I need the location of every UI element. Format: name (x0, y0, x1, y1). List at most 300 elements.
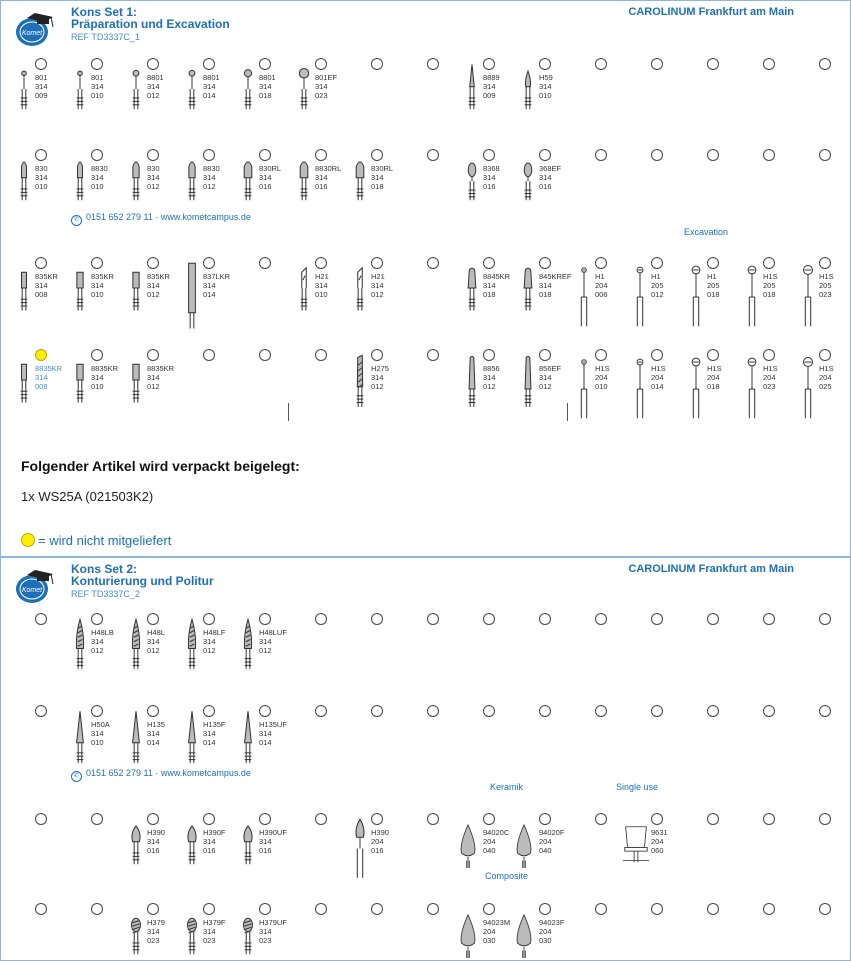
bur-size: 016 (539, 182, 552, 191)
bur-shank: 204 (595, 373, 608, 382)
bur-shank: 314 (147, 927, 160, 936)
bur-slot (463, 58, 519, 138)
empty-slot (687, 58, 743, 138)
empty-slot (743, 903, 799, 961)
bur-shank: 314 (539, 82, 552, 91)
slot-hole-icon (203, 58, 215, 70)
komet-logo-icon (13, 564, 57, 606)
bur-shank: 314 (147, 373, 160, 382)
bur-size: 012 (203, 646, 216, 655)
slot-hole-icon (763, 813, 775, 825)
bur-egg-icon (239, 903, 257, 961)
slot-hole-icon (91, 903, 103, 915)
bur-size: 010 (35, 182, 48, 191)
slot-hole-icon (427, 903, 439, 915)
bur-slot (127, 349, 183, 429)
bur-size: 016 (483, 182, 496, 191)
slot-hole-icon (147, 257, 159, 269)
slot-hole-icon (707, 349, 719, 361)
bur-flame-fin-icon (71, 613, 89, 693)
bur-shank: 204 (371, 837, 384, 846)
bur-exc-l-icon (799, 349, 817, 429)
bur-polisher-flame-icon (509, 903, 539, 961)
empty-slot (799, 149, 851, 229)
bur-code: H48LUF (259, 628, 287, 637)
bur-slot (295, 149, 351, 229)
bur-label (371, 272, 385, 299)
slot-hole-icon (147, 705, 159, 717)
empty-slot (631, 613, 687, 693)
bur-slot (351, 813, 407, 893)
bur-code: H21 (315, 272, 329, 281)
empty-slot (407, 349, 463, 429)
bur-code: 368EF (539, 164, 562, 173)
slot-hole-icon (91, 705, 103, 717)
bur-shank: 314 (35, 281, 48, 290)
bur-label (763, 272, 778, 299)
bur-ball-m-icon (127, 58, 145, 138)
bur-slot (519, 149, 575, 229)
bur-code: 830RL (259, 164, 282, 173)
bur-label (707, 272, 720, 299)
slot-hole-icon (315, 903, 327, 915)
bur-shank: 314 (539, 173, 552, 182)
bur-size: 040 (539, 846, 552, 855)
bur-code: H48LF (203, 628, 226, 637)
bur-label (147, 628, 165, 655)
bur-size: 016 (371, 846, 384, 855)
slot-hole-icon (371, 257, 383, 269)
slot-hole-icon (651, 149, 663, 161)
bur-size: 010 (91, 290, 104, 299)
empty-slot (799, 58, 851, 138)
slot-hole-icon (539, 613, 551, 625)
bur-egg-icon (183, 903, 201, 961)
bur-shank: 205 (651, 281, 664, 290)
bur-size: 009 (35, 91, 48, 100)
bur-size: 016 (259, 182, 272, 191)
slot-hole-icon (819, 705, 831, 717)
slot-hole-icon (483, 813, 495, 825)
bur-slot (519, 903, 575, 961)
slot-hole-icon (595, 903, 607, 915)
bur-code: H1S (595, 364, 610, 373)
slot-hole-icon (595, 613, 607, 625)
slot-hole-icon (651, 257, 663, 269)
bur-code: H1 (707, 272, 717, 281)
not-included-hole-icon (35, 349, 47, 361)
bur-shank: 314 (35, 373, 48, 382)
slot-hole-icon (315, 58, 327, 70)
section-label-composite: Composite (485, 871, 529, 881)
slot-hole-icon (483, 58, 495, 70)
bur-slot (15, 349, 71, 429)
bur-slot (183, 813, 239, 893)
bur-label (259, 628, 287, 655)
bur-code: 94020C (483, 828, 510, 837)
bur-slot (71, 257, 127, 337)
slot-hole-icon (595, 813, 607, 825)
slot-hole-icon (483, 613, 495, 625)
bur-label (147, 73, 164, 100)
empty-slot (575, 613, 631, 693)
bur-size: 010 (91, 91, 104, 100)
bur-label (91, 720, 110, 747)
bur-shank: 204 (539, 837, 552, 846)
bur-slot (239, 613, 295, 693)
bur-code: H1 (651, 272, 661, 281)
contact-text: 0151 652 279 11 · www.kometcampus.de (86, 768, 251, 778)
bur-slot (463, 349, 519, 429)
empty-slot (743, 613, 799, 693)
bur-shank: 204 (819, 373, 832, 382)
bur-slot (239, 903, 295, 961)
slot-hole-icon (539, 813, 551, 825)
bur-shank: 314 (371, 373, 384, 382)
empty-slot (407, 58, 463, 138)
set-title-line1: Kons Set 2: (71, 562, 138, 576)
bur-cyl-long-icon (183, 257, 201, 337)
bur-shank: 314 (259, 837, 272, 846)
bur-label (91, 364, 118, 391)
bur-label (203, 272, 230, 299)
bur-size: 023 (259, 936, 272, 945)
bur-slot (239, 58, 295, 138)
slot-hole-icon (91, 257, 103, 269)
slot-hole-icon (203, 349, 215, 361)
set-ref: REF TD3337C_1 (71, 32, 140, 42)
kons-set-2-panel (0, 557, 851, 961)
slot-hole-icon (315, 149, 327, 161)
bur-taper-long-icon (463, 349, 481, 429)
bur-cup-icon (621, 813, 651, 893)
bur-size: 008 (35, 290, 48, 299)
bur-label (371, 164, 393, 191)
slot-hole-icon (819, 813, 831, 825)
bur-slot (71, 349, 127, 429)
bur-exc-xs-icon (575, 257, 593, 337)
empty-slot (575, 149, 631, 229)
bur-slot (631, 257, 687, 337)
slot-hole-icon (259, 813, 271, 825)
bur-code: 837LKR (203, 272, 231, 281)
bur-size: 060 (651, 846, 664, 855)
legend-text: = wird nicht mitgeliefert (38, 533, 172, 548)
slot-hole-icon (707, 613, 719, 625)
slot-hole-icon (427, 257, 439, 269)
bur-shank: 314 (483, 82, 496, 91)
bur-size: 012 (259, 646, 272, 655)
bur-polisher-flame-icon (453, 813, 483, 893)
slot-hole-icon (35, 58, 47, 70)
bur-label (819, 272, 834, 299)
slot-hole-icon (707, 257, 719, 269)
bur-code: H1S (763, 272, 778, 281)
slot-hole-icon (147, 58, 159, 70)
bur-code: 801EF (315, 73, 338, 82)
empty-slot (463, 613, 519, 693)
slot-hole-icon (427, 349, 439, 361)
bur-exc-m-icon (743, 257, 761, 337)
bur-code: 8856 (483, 364, 500, 373)
bur-football-icon (519, 149, 537, 229)
slot-hole-icon (595, 58, 607, 70)
bur-shank: 314 (483, 281, 496, 290)
bur-code: 830 (147, 164, 160, 173)
bur-bud-icon (127, 813, 145, 893)
slot-hole-icon (763, 149, 775, 161)
bur-size: 012 (203, 182, 216, 191)
bur-label (259, 828, 287, 855)
slot-hole-icon (651, 813, 663, 825)
bur-size: 010 (91, 738, 104, 747)
slot-hole-icon (147, 813, 159, 825)
bur-egg-icon (127, 903, 145, 961)
bur-size: 010 (539, 91, 552, 100)
slot-hole-icon (651, 613, 663, 625)
bur-flame-s-icon (519, 58, 537, 138)
slot-hole-icon (427, 813, 439, 825)
bur-shank: 314 (315, 173, 328, 182)
set-title-line2: Konturierung und Politur (71, 574, 214, 588)
empty-slot (15, 613, 71, 693)
bur-label (259, 720, 287, 747)
empty-slot (351, 903, 407, 961)
bur-exc-m-icon (687, 257, 705, 337)
bur-slot (519, 257, 575, 337)
bur-slot (799, 349, 851, 429)
bur-pear-l-icon (351, 149, 369, 229)
svg-text:Komet: Komet (21, 587, 43, 594)
slot-hole-icon (763, 903, 775, 915)
clinic-name: CAROLINUM Frankfurt am Main (628, 563, 794, 575)
bur-taper-long-icon (519, 349, 537, 429)
slot-hole-icon (371, 903, 383, 915)
bur-slot (15, 257, 71, 337)
empty-slot (71, 903, 127, 961)
bur-shank: 314 (371, 173, 384, 182)
svg-text:Komet: Komet (21, 30, 43, 37)
bur-size: 018 (259, 91, 272, 100)
slot-hole-icon (259, 149, 271, 161)
bur-code: H379 (147, 918, 165, 927)
bur-code: H1S (819, 272, 834, 281)
bur-size: 023 (203, 936, 216, 945)
bur-slot (127, 813, 183, 893)
slot-hole-icon (259, 705, 271, 717)
empty-slot (15, 813, 71, 893)
whatsapp-icon: ✆ (71, 771, 82, 782)
slot-hole-icon (147, 349, 159, 361)
empty-slot (743, 149, 799, 229)
bur-code: 835KR (147, 272, 170, 281)
bur-slot (295, 58, 351, 138)
bur-shank: 205 (763, 281, 776, 290)
bur-shank: 314 (147, 281, 160, 290)
bur-label (259, 918, 287, 945)
bur-label (315, 164, 341, 191)
bur-exc-l-icon (799, 257, 817, 337)
empty-slot (351, 58, 407, 138)
bur-label (147, 364, 174, 391)
slot-hole-icon (707, 813, 719, 825)
bur-size: 012 (147, 182, 160, 191)
section-label-excavation: Excavation (684, 227, 729, 237)
slot-hole-icon (259, 349, 271, 361)
bur-slot (183, 613, 239, 693)
bur-code: 830 (35, 164, 48, 173)
bur-shank: 314 (91, 729, 104, 738)
bur-label (483, 272, 510, 299)
bur-label (203, 628, 226, 655)
bur-size: 014 (203, 290, 216, 299)
bur-code: H48L (147, 628, 165, 637)
empty-slot (295, 903, 351, 961)
bur-shank: 314 (91, 82, 104, 91)
empty-slot (799, 813, 851, 893)
bur-shank: 314 (147, 82, 160, 91)
slot-hole-icon (427, 613, 439, 625)
bur-label (539, 828, 564, 855)
bur-taper-icon (463, 257, 481, 337)
bur-size: 012 (371, 290, 384, 299)
slot-hole-icon (595, 257, 607, 269)
empty-slot (743, 58, 799, 138)
bur-label (35, 164, 48, 191)
bur-code: H1 (595, 272, 605, 281)
komet-logo-icon (13, 7, 57, 49)
empty-slot (239, 257, 295, 337)
bur-shank: 204 (651, 837, 664, 846)
empty-slot (743, 813, 799, 893)
bur-code: 8801 (147, 73, 164, 82)
bur-code: 8830 (91, 164, 108, 173)
bur-size: 040 (483, 846, 496, 855)
bur-size: 018 (539, 290, 552, 299)
slot-hole-icon (203, 257, 215, 269)
bur-bud-icon (239, 813, 257, 893)
empty-slot (407, 705, 463, 785)
bur-shank: 314 (35, 173, 48, 182)
bur-size: 014 (203, 91, 216, 100)
bur-shank: 314 (259, 637, 272, 646)
bur-code: 94023M (483, 918, 511, 927)
slot-hole-icon (91, 349, 103, 361)
bur-code: 8801 (203, 73, 220, 82)
bur-blade-icon (295, 257, 313, 337)
bur-exc-m-icon (743, 349, 761, 429)
bur-size: 010 (315, 290, 328, 299)
bur-label (651, 828, 668, 855)
bur-shank: 314 (147, 637, 160, 646)
bur-shank: 314 (259, 927, 272, 936)
empty-slot (351, 613, 407, 693)
bur-label (91, 73, 104, 100)
bur-ball-l-icon (239, 58, 257, 138)
empty-slot (687, 149, 743, 229)
empty-slot (575, 903, 631, 961)
bur-slot (351, 149, 407, 229)
slot-hole-icon (763, 58, 775, 70)
empty-slot (631, 149, 687, 229)
bur-slot (351, 349, 407, 429)
bur-size: 030 (539, 936, 552, 945)
slot-hole-icon (315, 613, 327, 625)
bur-size: 018 (483, 290, 496, 299)
bur-code: H275 (371, 364, 389, 373)
bur-code: 9631 (651, 828, 668, 837)
bur-shank: 314 (483, 173, 496, 182)
slot-hole-icon (91, 613, 103, 625)
bur-code: H135 (147, 720, 165, 729)
bur-slot (575, 257, 631, 337)
bur-code: H21 (371, 272, 385, 281)
slot-hole-icon (35, 705, 47, 717)
bur-slot (631, 349, 687, 429)
bur-size: 025 (819, 382, 832, 391)
bur-slot (127, 903, 183, 961)
slot-hole-icon (483, 149, 495, 161)
bur-slot (239, 813, 295, 893)
bur-shank: 314 (91, 373, 104, 382)
slot-hole-icon (819, 58, 831, 70)
bur-slot (575, 349, 631, 429)
divider (288, 403, 289, 421)
slot-hole-icon (147, 613, 159, 625)
bur-size: 016 (259, 846, 272, 855)
slot-hole-icon (819, 149, 831, 161)
bur-slot (799, 257, 851, 337)
bur-label (35, 73, 48, 100)
slot-hole-icon (819, 349, 831, 361)
bur-label (651, 364, 666, 391)
bur-football-icon (463, 149, 481, 229)
bur-label (315, 73, 337, 100)
empty-slot (519, 613, 575, 693)
slot-hole-icon (315, 257, 327, 269)
slot-hole-icon (595, 705, 607, 717)
bur-taper-icon (519, 257, 537, 337)
bur-size: 018 (371, 182, 384, 191)
bur-code: 856EF (539, 364, 562, 373)
bur-exc-xs-icon (575, 349, 593, 429)
bur-code: 8835KR (147, 364, 175, 373)
bur-code: H59 (539, 73, 553, 82)
bur-pear-s-icon (15, 149, 33, 229)
bur-label (147, 828, 165, 855)
slot-hole-icon (819, 257, 831, 269)
bur-shank: 314 (259, 82, 272, 91)
bur-label (595, 364, 610, 391)
bur-size: 016 (315, 182, 328, 191)
slot-hole-icon (539, 903, 551, 915)
bur-label (539, 918, 564, 945)
bur-shank: 314 (371, 281, 384, 290)
bur-blade-icon (351, 257, 369, 337)
slot-hole-icon (483, 705, 495, 717)
bur-flame-fin-icon (183, 613, 201, 693)
empty-slot (575, 705, 631, 785)
bur-slot (519, 58, 575, 138)
bur-needle-icon (463, 58, 481, 138)
slot-hole-icon (651, 349, 663, 361)
empty-slot (631, 705, 687, 785)
contact-text: 0151 652 279 11 · www.kometcampus.de (86, 212, 251, 222)
set-title-line1: Kons Set 1: (71, 5, 138, 19)
bur-size: 014 (147, 738, 160, 747)
bur-size: 012 (147, 91, 160, 100)
bur-size: 012 (371, 382, 384, 391)
